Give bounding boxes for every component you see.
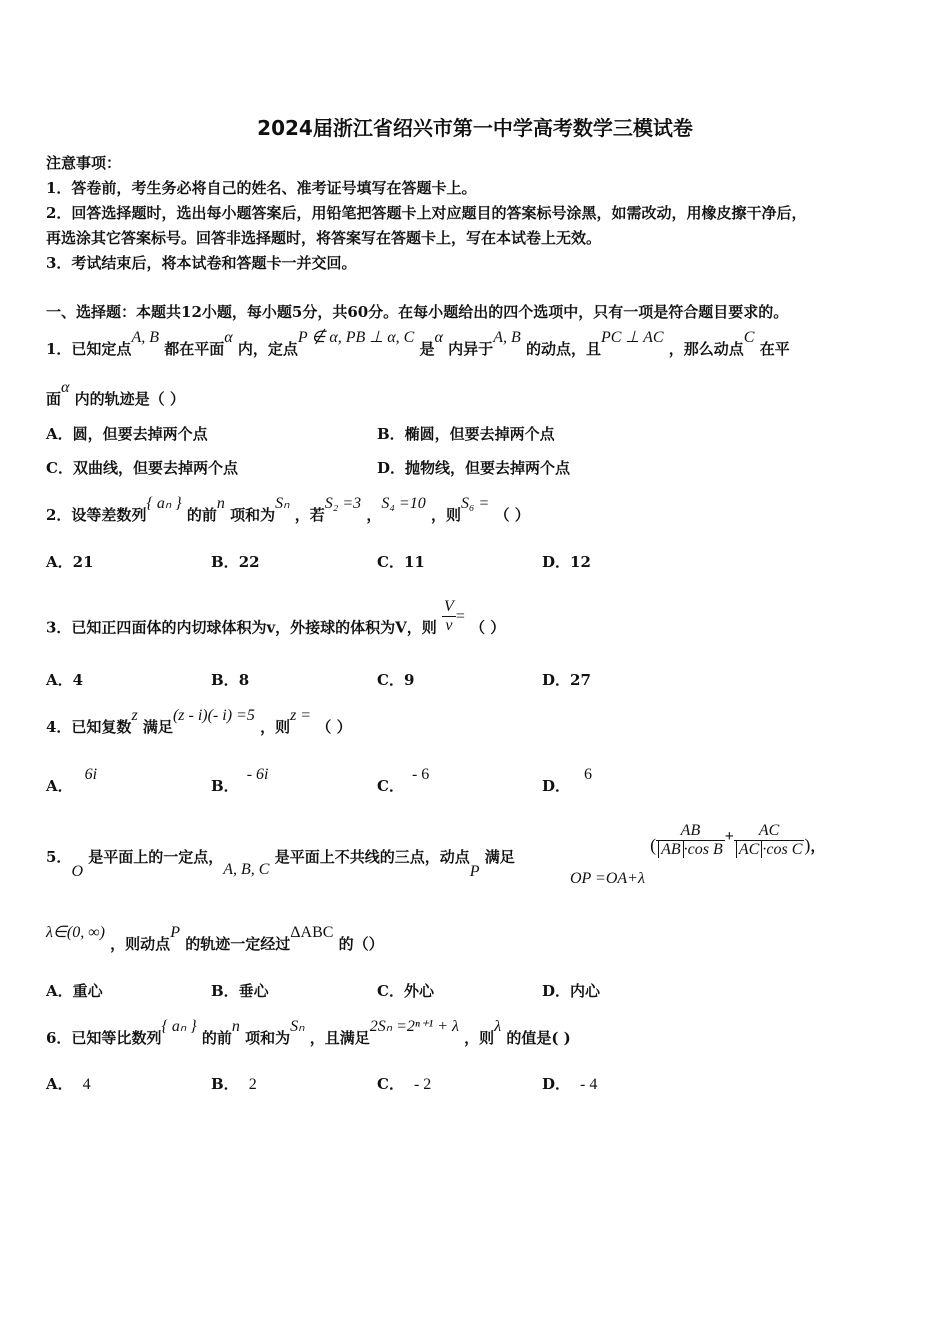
q6-text: 6．已知等比数列: [46, 1029, 162, 1047]
question-1-line-2: [46, 379, 185, 409]
q5-math: A, B, C: [223, 861, 270, 878]
q5-frac-cos: ·cos B: [683, 841, 723, 858]
q6-option-a[interactable]: [46, 1073, 91, 1094]
option-value: 2: [248, 1076, 257, 1093]
q2-option-c[interactable]: [377, 551, 425, 572]
q4-math: (z - i)(- i) =5: [172, 707, 255, 724]
option-value: - 4: [580, 1076, 598, 1093]
q5-option-d[interactable]: D．内心: [542, 982, 601, 1000]
q2-math: S₄ =10: [381, 495, 426, 512]
q4-text: ，则: [260, 718, 291, 736]
q5-text: 的（）: [338, 935, 384, 953]
option-label: B．: [211, 671, 239, 689]
option-value: 4: [82, 1076, 91, 1093]
q3-text: （ ）: [470, 618, 506, 637]
option-value: 22: [238, 553, 260, 571]
section-heading: 一、选择题：本题共12小题，每小题5分，共60分。在每小题给出的四个选项中，只有一项是符合题目要求的。: [46, 303, 789, 321]
q5-frac-cos: ·cos C: [762, 841, 803, 858]
option-value: 27: [570, 671, 591, 689]
q1-text: 都在平面: [164, 340, 225, 358]
q6-text: 的前: [201, 1029, 232, 1047]
option-label: D．: [542, 671, 571, 689]
q4-option-d[interactable]: [542, 766, 593, 796]
option-value: - 6: [411, 766, 430, 783]
q1-math: α: [61, 379, 70, 396]
q1-text: 的动点，且: [525, 340, 601, 358]
question-6: [46, 1018, 571, 1048]
q2-text: ，: [366, 506, 382, 524]
q6-math: { aₙ }: [161, 1018, 197, 1035]
q3-equals: =: [455, 607, 465, 625]
q3-denominator: v: [445, 617, 453, 634]
q3-option-d[interactable]: [542, 669, 591, 690]
q5-math: P: [469, 863, 480, 880]
q2-math: { aₙ }: [146, 495, 182, 512]
q4-text: （ ）: [316, 718, 352, 736]
note-item: 2．回答选择题时，选出每小题答案后，用铅笔把答题卡上对应题目的答案标号涂黑，如需改动，用橡皮擦干净后，: [46, 204, 807, 222]
q6-option-d[interactable]: [542, 1073, 597, 1094]
q1-text: 内的轨迹是（ ）: [74, 390, 185, 408]
q1-text: 面: [46, 390, 62, 408]
note-item: 3．考试结束后，将本试卷和答题卡一并交回。: [46, 254, 357, 272]
option-value: 4: [72, 671, 84, 689]
option-label: B．: [211, 553, 239, 571]
q4-option-c[interactable]: [377, 766, 430, 796]
q3-text: 3．已知正四面体的内切球体积为v，外接球的体积为V，则: [46, 618, 437, 637]
q6-text: ，则: [464, 1029, 495, 1047]
q2-text: 2．设等差数列: [46, 506, 147, 524]
q4-option-a[interactable]: [46, 766, 98, 796]
q1-math: A, B: [131, 329, 159, 346]
option-value: - 6i: [246, 766, 269, 783]
q6-math: Sₙ: [290, 1018, 305, 1035]
q4-math: z =: [290, 707, 312, 724]
option-value: 21: [72, 553, 94, 571]
option-label: D．: [542, 1075, 571, 1093]
q1-math: PC ⊥ AC: [600, 329, 664, 346]
page-title: 2024届浙江省绍兴市第一中学高考数学三模试卷: [257, 116, 693, 140]
q5-math: OP =OA+λ: [570, 869, 645, 887]
q1-text: 在平: [759, 340, 790, 358]
question-2: [46, 495, 530, 525]
q5-fraction-ab: [656, 822, 725, 859]
q3-fraction: [442, 598, 456, 635]
q2-math: S₆ =: [460, 495, 490, 512]
option-value: 9: [403, 671, 415, 689]
q1-option-b[interactable]: B．椭圆，但要去掉两个点: [377, 425, 555, 443]
q1-math: α: [434, 329, 443, 346]
option-label: B．: [211, 777, 239, 795]
notes-heading: 注意事项：: [46, 154, 122, 172]
q2-option-b[interactable]: [211, 551, 260, 572]
option-label: C．: [377, 553, 404, 571]
q5-frac-num: AC: [734, 822, 804, 841]
q1-option-a[interactable]: A．圆，但要去掉两个点: [46, 425, 208, 443]
q1-option-d[interactable]: D．抛物线，但要去掉两个点: [377, 459, 571, 477]
q6-math: n: [231, 1018, 240, 1035]
q5-option-a[interactable]: A．重心: [46, 982, 103, 1000]
option-label: C．: [377, 777, 404, 795]
q5-text: 是平面上的一定点，: [88, 848, 224, 866]
q1-math: A, B: [493, 329, 521, 346]
q1-text: 1．已知定点: [46, 340, 132, 358]
q5-fraction-ac: [734, 822, 804, 859]
question-4: [46, 707, 352, 737]
q2-text: （ ）: [494, 506, 530, 524]
q3-option-b[interactable]: [211, 669, 249, 690]
note-item: 再选涂其它答案标号。回答非选择题时，将答案写在答题卡上，写在本试卷上无效。: [46, 229, 602, 247]
option-label: A．: [46, 1075, 73, 1093]
q1-option-c[interactable]: C．双曲线，但要去掉两个点: [46, 459, 238, 477]
q5-frac-num: AB: [656, 822, 725, 841]
note-item: 1．答卷前，考生务必将自己的姓名、准考证号填写在答题卡上。: [46, 179, 477, 197]
q4-text: 满足: [142, 718, 173, 736]
option-label: B．: [211, 1075, 239, 1093]
q2-text: ，若: [294, 506, 325, 524]
q2-math: Sₙ: [275, 495, 290, 512]
option-value: 12: [570, 553, 591, 571]
q1-math: P ∉ α, PB ⊥ α, C: [297, 329, 415, 346]
q6-text: 项和为: [245, 1029, 291, 1047]
q2-text: 项和为: [230, 506, 276, 524]
option-label: D．: [542, 553, 571, 571]
q2-math: S₂ =3: [324, 495, 362, 512]
question-5: [46, 846, 515, 880]
q5-comma: ，: [810, 836, 826, 855]
option-value: 8: [238, 671, 250, 689]
q1-text: 内异于: [448, 340, 494, 358]
q2-option-d[interactable]: [542, 551, 591, 572]
q3-option-c[interactable]: [377, 669, 414, 690]
q5-text: 满足: [484, 848, 515, 866]
q2-text: 的前: [186, 506, 217, 524]
q5-text: ，则动点: [110, 935, 171, 953]
q5-text: 是平面上不共线的三点，动点: [274, 848, 470, 866]
q4-math: z: [131, 707, 138, 724]
q6-option-b[interactable]: [211, 1073, 257, 1094]
option-label: C．: [377, 671, 404, 689]
q2-option-a[interactable]: [46, 551, 94, 572]
q3-option-a[interactable]: [46, 669, 83, 690]
q1-text: ，那么动点: [668, 340, 744, 358]
option-value: 6: [584, 766, 593, 783]
question-1-line-1: [46, 329, 790, 359]
q5-frac-abs: AB: [658, 841, 684, 858]
q6-text: ，且满足: [309, 1029, 370, 1047]
question-3: [46, 598, 506, 647]
q2-text: ，则: [430, 506, 461, 524]
option-label: A．: [46, 777, 73, 795]
q6-option-c[interactable]: [377, 1073, 431, 1094]
q3-numerator: V: [444, 598, 454, 615]
option-value: 11: [403, 553, 425, 571]
q5-plus: +: [724, 827, 734, 845]
q5-text: 5．: [46, 848, 72, 866]
q5-vector-expression: OP =OA+λ ( $\frac{AB}{\text{AB ·cos B}}$ + $\frac{AC}{\text{AC ·cos C}}$ )，: [570, 822, 826, 887]
q4-text: 4．已知复数: [46, 718, 132, 736]
question-5-line-2: [46, 924, 384, 954]
option-label: A．: [46, 553, 73, 571]
q6-math: 2Sₙ =2ⁿ⁺¹ + λ: [369, 1018, 459, 1035]
q2-math: n: [216, 495, 225, 512]
option-value: - 2: [413, 1076, 432, 1093]
q5-close-paren: ): [804, 834, 811, 855]
q5-option-c[interactable]: C．外心: [377, 982, 434, 1000]
q6-text: 的值是( ): [506, 1029, 571, 1047]
q1-text: 是: [419, 340, 435, 358]
q5-math: O: [71, 863, 83, 880]
q1-math: C: [743, 329, 755, 346]
option-label: D．: [542, 777, 571, 795]
q5-frac-abs: AC: [736, 841, 762, 858]
q5-option-b[interactable]: B．垂心: [211, 982, 269, 1000]
q1-math: α: [224, 329, 233, 346]
q6-math: λ: [494, 1018, 502, 1035]
option-label: A．: [46, 671, 73, 689]
q5-math: ΔABC: [290, 924, 334, 941]
q5-text: 的轨迹一定经过: [185, 935, 291, 953]
option-label: C．: [377, 1075, 404, 1093]
q4-option-b[interactable]: [211, 766, 269, 796]
q5-math: λ∈(0, ∞): [46, 924, 105, 941]
q5-math: P: [170, 924, 180, 941]
option-value: 6i: [84, 766, 98, 783]
q1-text: 内，定点: [237, 340, 298, 358]
